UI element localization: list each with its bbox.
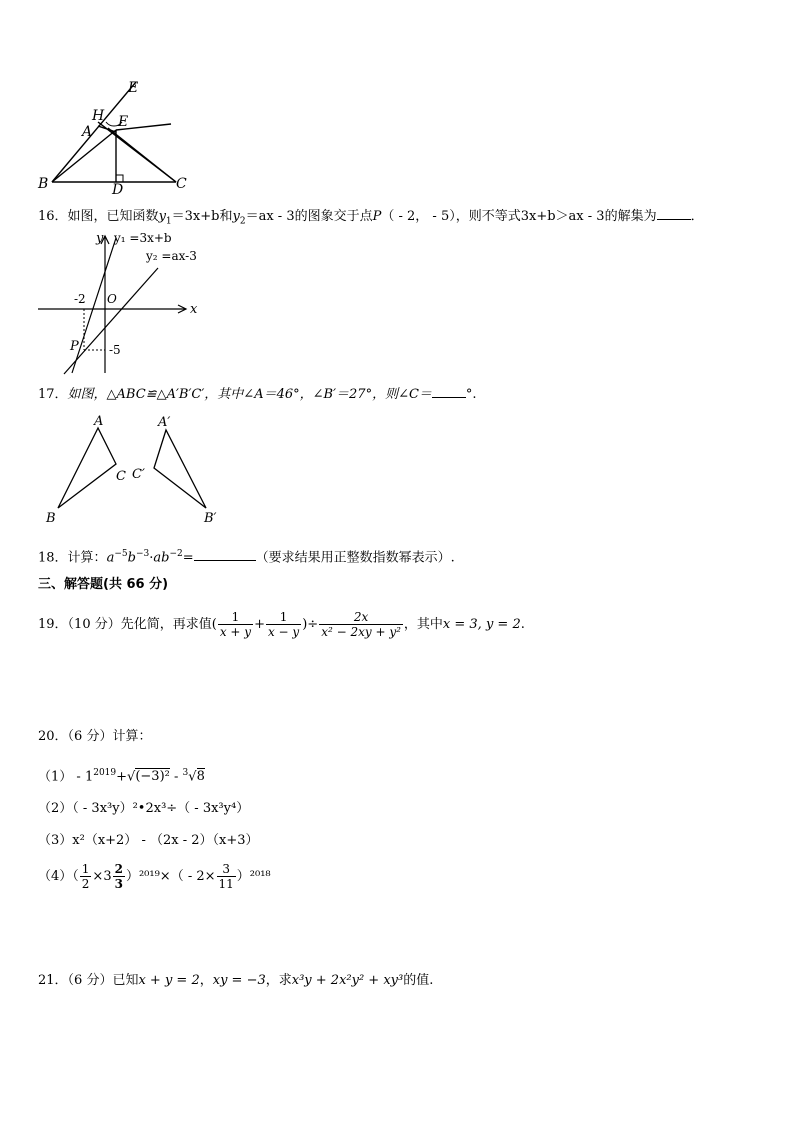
- q20-p1-plus: +: [116, 769, 128, 785]
- q18-number: 18．: [38, 550, 68, 566]
- q19-body: 先化简，再求值: [120, 617, 212, 632]
- q19-frac2: [266, 610, 301, 639]
- q16-inequality: 3x+b＞ax - 3: [520, 209, 605, 224]
- q20-p1-a: - 1: [72, 769, 94, 785]
- fig15-label-H: H: [92, 108, 105, 124]
- q19-cond: ，其中: [403, 617, 443, 632]
- q20-text: [38, 728, 151, 746]
- q16-graph-neg5-label: -5: [109, 343, 121, 357]
- q16-number: 16．: [38, 209, 68, 224]
- q21-body: 已知: [112, 973, 139, 988]
- q20-p1-exp: 2019: [93, 768, 117, 778]
- q17-label-C2: C′: [132, 467, 145, 482]
- q16-graph-neg2-label: -2: [74, 292, 86, 306]
- q20-p4-exp1: ）²⁰¹⁹×（ - 2×: [125, 869, 216, 884]
- q15-figure: [36, 80, 196, 195]
- q20-p4-frac1-num: 1: [81, 862, 90, 876]
- q17-label-C: C: [116, 469, 126, 484]
- q16-text: [38, 206, 704, 231]
- q21-end: 的值.: [403, 973, 434, 988]
- q17-answer-blank[interactable]: [432, 384, 466, 398]
- q21-ask: ，求: [265, 973, 292, 988]
- q20-p1-radicand: (−3)²: [135, 769, 170, 785]
- fig15-label-E-top: E: [128, 80, 139, 96]
- q17-figure: [40, 412, 230, 528]
- q16-mid: 的图象交于点: [294, 209, 373, 224]
- q19-frac1-num: 1: [218, 610, 253, 625]
- q19-tail: .: [520, 617, 525, 632]
- q18-label: 计算：: [67, 550, 107, 566]
- q16-y1: y: [158, 209, 166, 224]
- q20-part4: [38, 862, 271, 892]
- q19-frac1-den: x + y: [219, 625, 252, 639]
- q18-exp1: −5: [114, 549, 128, 559]
- q20-p4-frac2-den: 3: [114, 877, 123, 891]
- q19-frac2-num: 1: [266, 610, 301, 625]
- q16-graph-y-axis-label: y: [96, 231, 104, 246]
- q16-p-coord: （ - 2， - 5），则不等式: [381, 209, 521, 224]
- q16-graph: [36, 228, 206, 378]
- q20-p4-frac3: [217, 862, 236, 891]
- q17-label-B: B: [46, 511, 56, 526]
- q21-number: 21．: [38, 973, 68, 988]
- q21-text: [38, 972, 433, 990]
- q16-tail: ．: [690, 209, 704, 224]
- q19-frac3-den: x² − 2xy + y²: [321, 625, 401, 639]
- q18-answer-blank[interactable]: [194, 547, 256, 561]
- q20-score: （6 分）: [67, 729, 113, 744]
- fig15-label-A: A: [82, 124, 93, 140]
- q20-p4-frac1: [80, 862, 92, 891]
- q20-p4-exp2: ）²⁰¹⁸: [236, 869, 271, 884]
- q19-text: 19．（10 分）先化简，再求值( $\frac{1}{x + y}$ + $\frac{1}{x - y}$ )÷ $\frac{2x}{\text{x² − 2xy + y²}}$ ，其中x = 3, y = 2.: [38, 610, 525, 639]
- q17-label-A: A: [94, 414, 104, 429]
- q16-graph-origin-label: O: [107, 292, 117, 306]
- q16-P: P: [372, 209, 382, 224]
- fig15-label-E: E: [118, 114, 129, 130]
- q18-eq: =: [182, 550, 194, 566]
- q17-tail: °.: [465, 387, 477, 402]
- q18-note: （要求结果用正整数指数幂表示）.: [255, 550, 455, 566]
- q16-y1-sub: 1: [165, 216, 172, 227]
- q19-frac3: [319, 610, 403, 639]
- q20-p1-cbrt: 8: [196, 769, 205, 785]
- fig15-label-C: C: [176, 176, 187, 192]
- q16-intro: 如图，已知函数: [67, 209, 159, 224]
- q18-b: b: [127, 550, 136, 566]
- q21-cond1: x + y = 2: [138, 973, 200, 988]
- q19-number: 19．: [38, 617, 68, 632]
- q18-exp2: −3: [135, 549, 150, 559]
- q16-y1-eq: ＝3x+b: [171, 209, 220, 224]
- q16-answer-blank[interactable]: [657, 206, 691, 220]
- q21-expr: x³y + 2x²y² + xy³: [291, 973, 404, 988]
- q20-p1-label: （1）: [38, 769, 73, 785]
- q21-cond2: xy = −3: [212, 973, 266, 988]
- q17-text: [38, 384, 477, 404]
- q20-p4-frac1-den: 2: [81, 877, 90, 891]
- q20-p4-frac3-num: 3: [217, 862, 236, 877]
- q17-label-B2: B′: [204, 511, 217, 526]
- q19-frac3-num: 2x: [319, 610, 403, 625]
- q19-score: （10 分）: [67, 617, 121, 632]
- q20-part3: （3）x²（x+2） - （2x - 2）（x+3）: [38, 833, 259, 848]
- q16-graph-P-label: P: [70, 339, 79, 354]
- q18-a: a: [106, 550, 115, 566]
- q21-sep: ，: [199, 973, 213, 988]
- q20-part2: （2）（ - 3x³y）²•2x³÷（ - 3x³y⁴）: [38, 801, 250, 816]
- fig15-label-D: D: [112, 182, 124, 195]
- q19-frac1: [218, 610, 253, 639]
- q19-div: ÷: [307, 617, 319, 632]
- q20-p4-frac3-den: 11: [218, 877, 234, 891]
- q16-y2-eq: ＝ax - 3: [245, 209, 295, 224]
- q20-p4-frac2-num: 2: [114, 862, 123, 876]
- q16-graph-line1-label: y₁ =3x+b: [114, 231, 172, 245]
- fig15-label-B: B: [38, 176, 49, 192]
- q20-p1-root-index: 3: [182, 768, 189, 778]
- q19-values: x = 3, y = 2: [442, 617, 521, 632]
- q18-ab: ab: [153, 550, 170, 566]
- q16-and: 和: [219, 209, 233, 224]
- q20-part1: $(1) - 1^{2019}+√(-3)^2 - ^3√8$: [38, 768, 205, 785]
- q17-label-A2: A′: [158, 415, 171, 430]
- q19-frac2-den: x − y: [267, 625, 300, 639]
- q18-text: [38, 545, 455, 567]
- q20-number: 20．: [38, 729, 68, 744]
- q16-graph-line2-label: y₂ =ax-3: [146, 249, 197, 263]
- q18-exp3: −2: [169, 549, 183, 559]
- q17-number: 17．: [38, 387, 68, 402]
- q20-p4-label: （4）（: [38, 869, 79, 884]
- q17-body: 如图，△ABC≌△A′B′C′，其中∠A＝46°，∠B′＝27°，则∠C＝: [67, 387, 432, 402]
- q20-p4-frac2: [113, 862, 125, 891]
- q20-p4-times: ×3: [92, 869, 112, 884]
- q20-body: 计算：: [112, 729, 152, 744]
- q18-dot: ·: [149, 550, 154, 566]
- q16-graph-x-axis-label: x: [190, 302, 198, 317]
- q16-y2: y: [232, 209, 240, 224]
- q20-p1-minus: -: [169, 769, 183, 785]
- section-3-title: 三、解答题(共 66 分): [38, 577, 169, 592]
- q16-end: 的解集为: [604, 209, 657, 224]
- q21-score: （6 分）: [67, 973, 113, 988]
- q16-y2-sub: 2: [239, 216, 246, 227]
